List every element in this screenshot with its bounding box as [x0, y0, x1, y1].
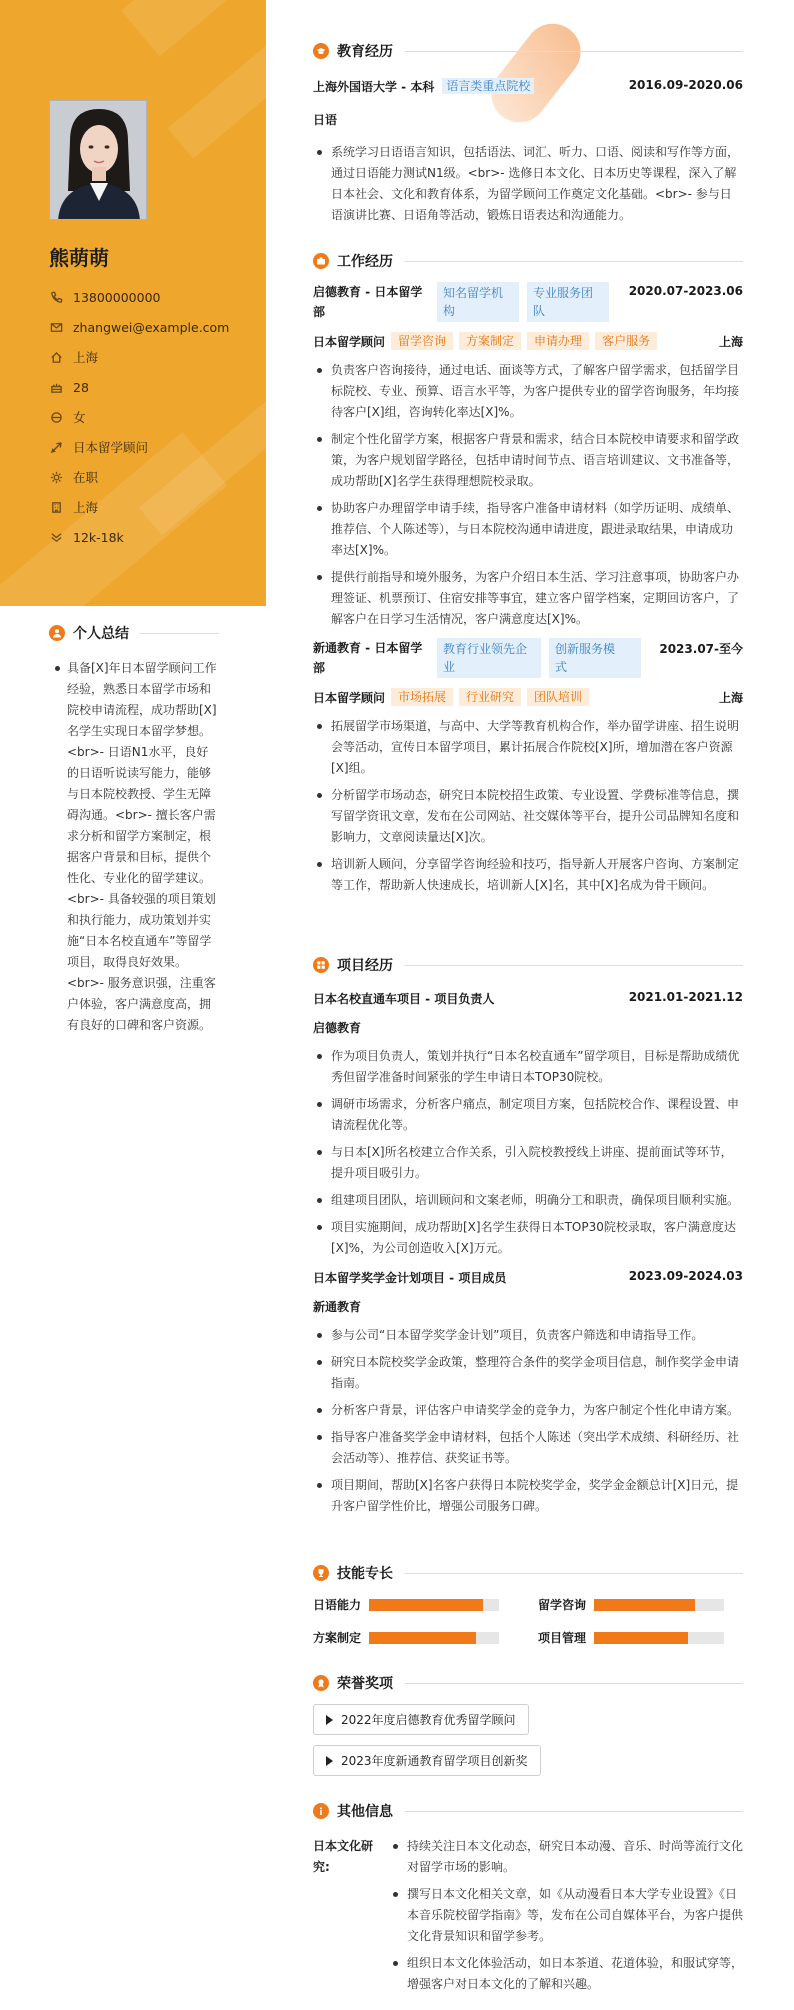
skills-section [313, 1562, 743, 1646]
list-item: 系统学习日语语言知识，包括语法、词汇、听力、口语、阅读和写作等方面，通过日语能力测试N1级。<br>- 选修日本文化、日本历史等课程，深入了解日本社会、文化和教育体系，为留学顾问工作奠定文化基础。<br>- 参与日语演讲比赛、日语角等活动，锻炼日语表达和沟通能力。 [313, 142, 743, 226]
skill-item [538, 1629, 743, 1646]
play-icon [326, 1756, 333, 1766]
job-company-line1: 启德教育 - 日本留学 [313, 285, 423, 299]
list-item: 组建项目团队，培训顾问和文案老师，明确分工和职责，确保项目顺利实施。 [313, 1190, 743, 1211]
skill-tag: 申请办理 [527, 332, 589, 350]
list-item: 协助客户办理留学申请手续，指导客户准备申请材料（如学历证明、成绩单、推荐信、个人陈述等），与日本院校沟通申请进度，跟进录取结果，申请成功率达[X]%。 [313, 498, 743, 561]
job-tag-line2: 业 [443, 660, 456, 674]
list-item: 与日本[X]所名校建立合作关系，引入院校教授线上讲座、提前面试等环节，提升项目吸引力。 [313, 1142, 743, 1184]
skill-tag: 客户服务 [595, 332, 657, 350]
info-gender-text: 女 [73, 410, 86, 425]
education-school: 上海外国语大学 - 本科 [313, 80, 435, 94]
work-section [313, 250, 743, 902]
job-entry-1 [313, 282, 743, 630]
education-date: 2016.09-2020.06 [628, 78, 743, 92]
award-label: 2022年度启德教育优秀留学顾问 [341, 1713, 516, 1727]
project-bullets [313, 1046, 743, 1259]
skill-label: 项目管理 [538, 1631, 587, 1645]
skill-bar-fill [594, 1632, 688, 1644]
skill-bar-fill [369, 1599, 483, 1611]
graduation-cap-icon [313, 43, 329, 59]
project-entry-1 [313, 990, 743, 1259]
job-city: 上海 [718, 334, 743, 349]
list-item: 培训新人顾问，分享留学咨询经验和技巧，指导新人开展客户咨询、方案制定等工作，帮助新人快速成长，培训新人[X]名，其中[X]名成为骨干顾问。 [313, 854, 743, 896]
summary-title: 个人总结 [73, 626, 129, 642]
skill-item [313, 1596, 518, 1613]
awards-section [313, 1672, 743, 1776]
skill-tag: 团队培训 [527, 688, 589, 706]
job-company-line2: 部 [313, 305, 326, 319]
skill-tag: 方案制定 [459, 332, 521, 350]
briefcase-icon [313, 253, 329, 269]
info-salary-text: 12k-18k [73, 529, 124, 545]
contact-info-list [49, 282, 249, 552]
skill-bar [594, 1599, 724, 1611]
list-item: 项目期间，帮助[X]名客户获得日本院校奖学金，奖学金金额总计[X]日元，提升客户留学性价比，增强公司服务口碑。 [313, 1475, 743, 1517]
job-company-line1: 新通教育 - 日本留学 [313, 641, 423, 655]
job-tag-line2: 队 [533, 304, 546, 318]
gender-icon [49, 410, 63, 424]
summary-header [49, 622, 219, 644]
list-item: 组织日本文化体验活动，如日本茶道、花道体验，和服试穿等，增强客户对日本文化的了解和兴趣。 [389, 1953, 743, 1995]
education-tag: 语言类重点院校 [442, 78, 534, 94]
skill-tag: 行业研究 [459, 688, 521, 706]
info-age [49, 372, 249, 402]
trophy-icon [313, 1565, 329, 1581]
info-status [49, 462, 249, 492]
info-email-text: zhangwei@example.com [73, 319, 230, 335]
job-position-row [313, 688, 743, 706]
home-icon [49, 350, 63, 364]
age-icon [49, 380, 63, 394]
project-date: 2021.01-2021.12 [628, 990, 743, 1004]
skill-label: 留学咨询 [538, 1598, 587, 1612]
job-header [313, 282, 743, 322]
other-divider [405, 1811, 743, 1812]
job-tag-line1: 教育行业领先企 [443, 642, 528, 656]
job-icon [49, 440, 63, 454]
awards-divider [405, 1683, 743, 1684]
list-item: 调研市场需求，分析客户痛点，制定项目方案，包括院校合作、课程设置、申请流程优化等。 [313, 1094, 743, 1136]
status-icon [49, 470, 63, 484]
award-label: 2023年度新通教育留学项目创新奖 [341, 1754, 528, 1768]
job-tag-line1: 创新服务模 [555, 642, 616, 656]
profile-panel [0, 0, 266, 606]
skills-divider [405, 1573, 743, 1574]
info-salary [49, 522, 249, 552]
phone-icon [49, 290, 63, 304]
salary-icon [49, 530, 63, 544]
job-position: 日本留学顾问 [313, 690, 386, 705]
project-icon [313, 957, 329, 973]
work-header [313, 250, 743, 272]
job-bullets [313, 360, 743, 630]
profile-name: 熊萌萌 [49, 246, 109, 270]
list-item: 研究日本院校奖学金政策，整理符合条件的奖学金项目信息，制作奖学金申请指南。 [313, 1352, 743, 1394]
job-date: 2020.07-2023.06 [628, 284, 743, 298]
other-row [313, 1836, 743, 2001]
info-city [49, 492, 249, 522]
project-header [313, 990, 743, 1007]
awards-title: 荣誉奖项 [337, 1676, 393, 1692]
education-section [313, 40, 743, 232]
job-position: 日本留学顾问 [313, 334, 386, 349]
info-job [49, 432, 249, 462]
skill-bar-fill [369, 1632, 476, 1644]
job-tag [549, 638, 641, 678]
education-row [313, 78, 743, 95]
list-item: 持续关注日本文化动态，研究日本动漫、音乐、时尚等流行文化对留学市场的影响。 [389, 1836, 743, 1878]
work-divider [405, 261, 743, 262]
award-icon [313, 1675, 329, 1691]
skills-header [313, 1562, 743, 1584]
list-item: 撰写日本文化相关文章，如《从动漫看日本大学专业设置》《日本音乐院校留学指南》等，发布在公司自媒体平台，为客户提供文化背景知识和留学参考。 [389, 1884, 743, 1947]
list-item: 项目实施期间，成功帮助[X]名学生获得日本TOP30院校录取，客户满意度达[X]%，为公司创造收入[X]万元。 [313, 1217, 743, 1259]
building-icon [49, 500, 63, 514]
award-item [313, 1745, 541, 1776]
skill-tag: 市场拓展 [391, 688, 453, 706]
job-tag-line1: 知名留学机 [443, 286, 504, 300]
skill-item [313, 1629, 518, 1646]
person-icon [49, 625, 65, 641]
info-phone [49, 282, 249, 312]
project-name: 日本名校直通车项目 - 项目负责人 [313, 992, 495, 1006]
list-item: 分析客户背景，评估客户申请奖学金的竞争力，为客户制定个性化申请方案。 [313, 1400, 743, 1421]
education-major: 日语 [313, 113, 338, 127]
other-bullets [389, 1836, 743, 2001]
skill-bar [594, 1632, 724, 1644]
play-icon [326, 1715, 333, 1725]
job-date: 2023.07-至今 [659, 642, 743, 656]
list-item: 指导客户准备奖学金申请材料，包括个人陈述（突出学术成绩、科研经历、社会活动等）、推荐信、获奖证书等。 [313, 1427, 743, 1469]
project-date: 2023.09-2024.03 [628, 1269, 743, 1283]
other-section [313, 1800, 743, 2001]
summary-text: 具备[X]年日本留学顾问工作经验，熟悉日本留学市场和院校申请流程，成功帮助[X]名学生实现日本留学梦想。<br>- 日语N1水平，良好的日语听说读写能力，能够与日本院校教授、学生无障碍沟通。<br>- 擅长客户需求分析和留学方案制定，根据客户背景和目标，提供个性化、专业化的留学建议。<br>- 具备较强的项目策划和执行能力，成功策划并实施“日本名校直通车”等留学项目，取得良好效果。<br>- 服务意识强，注重客户体验，客户满意度高，拥有良好的口碑和客户资源。 [49, 658, 219, 1036]
info-city-text: 上海 [73, 500, 99, 515]
other-title: 其他信息 [337, 1804, 393, 1820]
projects-header [313, 954, 743, 976]
info-phone-text: 13800000000 [73, 289, 161, 305]
job-header [313, 638, 743, 678]
skill-bar [369, 1599, 499, 1611]
other-label: 日本文化研究: [313, 1839, 374, 1874]
summary-divider [139, 633, 219, 634]
email-icon [49, 320, 63, 334]
list-item: 负责客户咨询接待，通过电话、面谈等方式，了解客户留学需求，包括留学目标院校、专业、预算、语言水平等，为客户提供专业的留学咨询服务，年均接待客户[X]组，咨询转化率达[X]%。 [313, 360, 743, 423]
project-bullets [313, 1325, 743, 1517]
skill-bar [369, 1632, 499, 1644]
job-entry-2 [313, 638, 743, 896]
list-item: 作为项目负责人，策划并执行“日本名校直通车”留学项目，目标是帮助成绩优秀但留学准备时间紧张的学生申请日本TOP30院校。 [313, 1046, 743, 1088]
info-location-text: 上海 [73, 350, 99, 365]
skills-grid [313, 1596, 743, 1646]
job-position-row [313, 332, 743, 350]
project-org: 启德教育 [313, 1021, 362, 1035]
awards-header [313, 1672, 743, 1694]
left-column [0, 0, 266, 2010]
info-age-text: 28 [73, 379, 89, 395]
education-title: 教育经历 [337, 44, 393, 60]
skill-bar-fill [594, 1599, 695, 1611]
skill-item [538, 1596, 743, 1613]
projects-divider [405, 965, 743, 966]
info-gender [49, 402, 249, 432]
education-header [313, 40, 743, 62]
project-org: 新通教育 [313, 1300, 362, 1314]
skills-title: 技能专长 [337, 1566, 393, 1582]
job-tag-line2: 构 [443, 304, 456, 318]
job-city: 上海 [718, 690, 743, 705]
job-tag-line1: 专业服务团 [533, 286, 594, 300]
work-title: 工作经历 [337, 254, 393, 270]
award-item [313, 1704, 529, 1735]
list-item: 提供行前指导和境外服务，为客户介绍日本生活、学习注意事项，协助客户办理签证、机票预订、住宿安排等事宜，建立客户留学档案，定期回访客户，了解客户在日学习生活情况，客户满意度达[X]%。 [313, 567, 743, 630]
info-icon [313, 1803, 329, 1819]
skill-tag: 留学咨询 [391, 332, 453, 350]
job-company [313, 638, 431, 678]
info-email [49, 312, 249, 342]
job-tag-line2: 式 [555, 660, 568, 674]
award-list [313, 1694, 743, 1776]
projects-title: 项目经历 [337, 958, 393, 974]
project-entry-2 [313, 1269, 743, 1517]
list-item: 制定个性化留学方案，根据客户背景和需求，结合日本院校申请要求和留学政策，为客户规划留学路径，包括申请时间节点、语言培训建议、文书准备等，成功帮助[X]名学生获得理想院校录取。 [313, 429, 743, 492]
project-name: 日本留学奖学金计划项目 - 项目成员 [313, 1271, 507, 1285]
job-bullets [313, 716, 743, 896]
list-item: 拓展留学市场渠道，与高中、大学等教育机构合作，举办留学讲座、招生说明会等活动，宣传日本留学项目，累计拓展合作院校[X]所，增加潜在客户资源[X]组。 [313, 716, 743, 779]
summary-section [49, 622, 219, 1036]
job-company-line2: 部 [313, 661, 326, 675]
list-item: 分析留学市场动态，研究日本院校招生政策、专业设置、学费标准等信息，撰写留学资讯文章，发布在公司网站、社交媒体等平台，提升公司品牌知名度和影响力，文章阅读量达[X]次。 [313, 785, 743, 848]
job-tag [437, 638, 541, 678]
skill-label: 日语能力 [313, 1598, 362, 1612]
info-job-text: 日本留学顾问 [73, 440, 149, 455]
profile-photo [49, 100, 147, 220]
list-item: 参与公司“日本留学奖学金计划”项目，负责客户筛选和申请指导工作。 [313, 1325, 743, 1346]
project-header [313, 1269, 743, 1286]
projects-section [313, 954, 743, 1523]
info-status-text: 在职 [73, 470, 99, 485]
job-company [313, 282, 431, 322]
education-divider [405, 51, 743, 52]
other-header [313, 1800, 743, 1822]
skill-label: 方案制定 [313, 1631, 362, 1645]
education-bullets [313, 142, 743, 226]
job-tag [437, 282, 519, 322]
job-tag [527, 282, 609, 322]
info-location [49, 342, 249, 372]
